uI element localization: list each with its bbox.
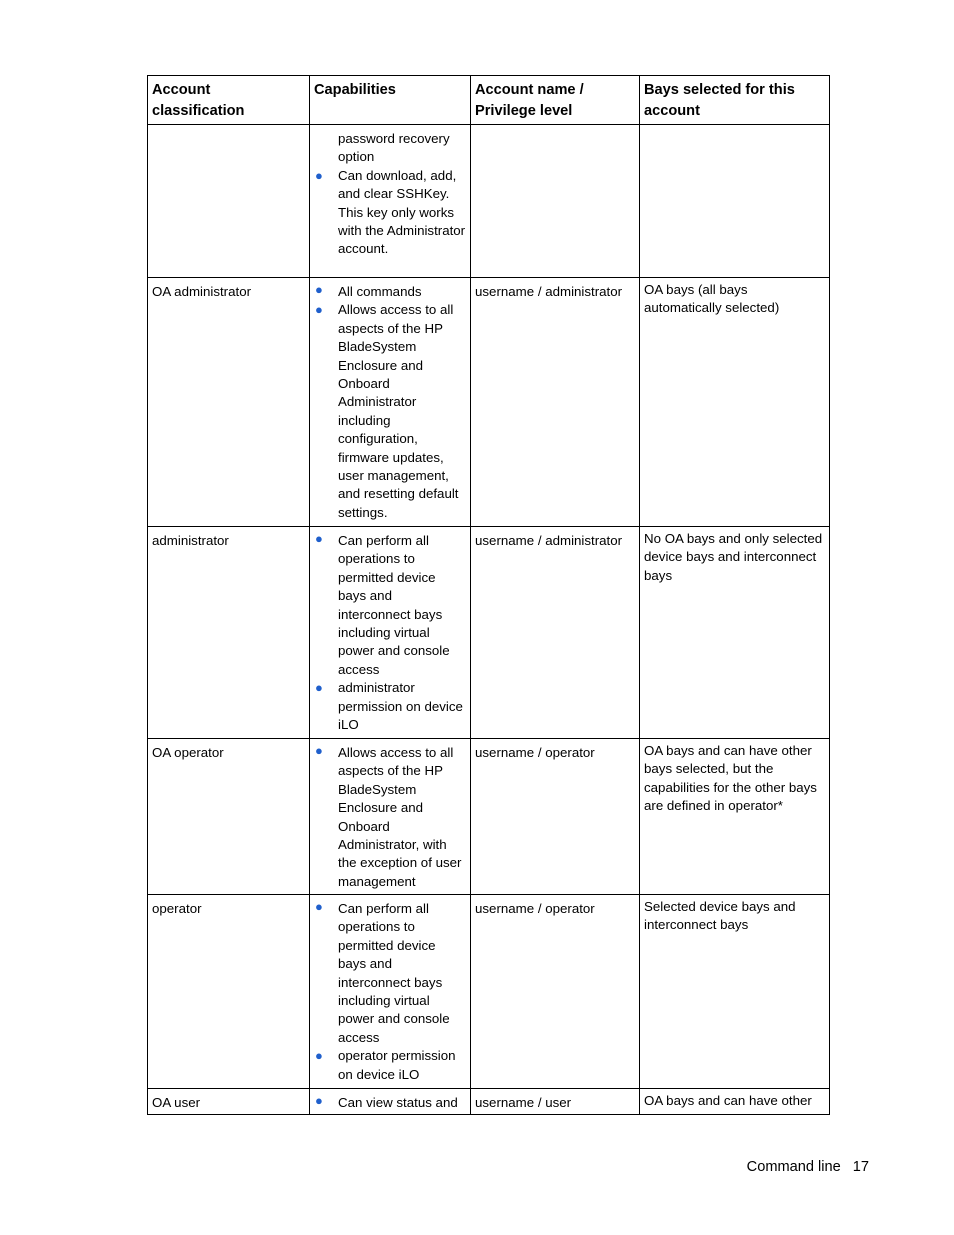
- account-name-cell: [471, 125, 640, 278]
- header-account-name: Account name / Privilege level: [471, 76, 640, 125]
- classification-text: operator: [152, 901, 202, 916]
- header-capabilities: Capabilities: [310, 76, 471, 125]
- capabilities-cell: [310, 278, 471, 527]
- header-account-classification: Account classification: [148, 76, 310, 125]
- classification-cell: [148, 1089, 310, 1115]
- table-row: [148, 125, 830, 278]
- capabilities-cell: [310, 895, 471, 1089]
- classification-cell: [148, 527, 310, 739]
- account-name-cell: [471, 527, 640, 739]
- bullet-icon: ●: [315, 531, 323, 546]
- capability-item: [314, 167, 466, 259]
- bays-cell: OA bays and can have other: [640, 1089, 830, 1115]
- bays-cell: OA bays (all bays automatically selected): [640, 278, 830, 527]
- account-name-text: username / operator: [475, 901, 595, 916]
- capability-text: Can download, add, and clear SSHKey. This key only works with the Administrator account.: [338, 167, 466, 257]
- account-classification-table: [147, 75, 830, 1115]
- bullet-icon: ●: [315, 282, 323, 297]
- classification-text: OA administrator: [152, 284, 252, 299]
- bullet-icon: ●: [315, 899, 323, 914]
- capability-item: [314, 898, 466, 1047]
- capability-text: All commands: [338, 284, 422, 299]
- header-bays-selected: Bays selected for this account: [640, 76, 830, 125]
- page-footer: [747, 1158, 869, 1176]
- capability-text: administrator permission on device iLO: [338, 680, 463, 733]
- capability-item: [314, 301, 466, 522]
- classification-text: OA user: [152, 1095, 201, 1110]
- capabilities-cell: [310, 1089, 471, 1115]
- account-name-cell: [471, 895, 640, 1089]
- classification-cell: [148, 739, 310, 895]
- account-name-cell: [471, 278, 640, 527]
- account-name-text: username / user: [475, 1095, 572, 1110]
- account-name-text: username / operator: [475, 745, 595, 760]
- bays-cell: No OA bays and only selected device bays and interconnect bays: [640, 527, 830, 739]
- capability-text: Can perform all operations to permitted device bays and interconnect bays including virtual power and console access: [338, 901, 450, 1045]
- capability-text: Can view status and: [338, 1095, 458, 1110]
- bays-cell: [640, 125, 830, 278]
- table-row: [148, 739, 830, 895]
- capability-item: [314, 1092, 466, 1112]
- classification-cell: [148, 895, 310, 1089]
- capability-item: [314, 281, 466, 301]
- bullet-icon: ●: [315, 1093, 323, 1108]
- bullet-icon: ●: [315, 167, 323, 183]
- bullet-icon: ●: [315, 680, 323, 696]
- table-row: [148, 895, 830, 1089]
- account-name-cell: [471, 739, 640, 895]
- table-row: [148, 278, 830, 527]
- capability-text: Allows access to all aspects of the HP BladeSystem Enclosure and Onboard Administrator including configuration, firmware updates, user management, and resetting default settings.: [338, 302, 459, 520]
- capability-text: Allows access to all aspects of the HP BladeSystem Enclosure and Onboard Administrator, with the exception of user management: [338, 745, 462, 889]
- bullet-icon: ●: [315, 743, 323, 758]
- bullet-icon: ●: [315, 302, 323, 318]
- capability-item: [314, 530, 466, 679]
- classification-cell: [148, 278, 310, 527]
- capability-item: [314, 1047, 466, 1084]
- capabilities-cell: [310, 739, 471, 895]
- bays-cell: Selected device bays and interconnect bays: [640, 895, 830, 1089]
- table-row: [148, 1089, 830, 1115]
- account-name-cell: [471, 1089, 640, 1115]
- capabilities-cell: [310, 125, 471, 278]
- classification-text: OA operator: [152, 745, 224, 760]
- classification-cell: [148, 125, 310, 278]
- bullet-icon: ●: [315, 1048, 323, 1064]
- account-name-text: username / administrator: [475, 533, 623, 548]
- account-name-text: username / administrator: [475, 284, 623, 299]
- footer-section-title: Command line: [746, 1159, 841, 1175]
- page-number: 17: [852, 1159, 869, 1175]
- capabilities-cell: [310, 527, 471, 739]
- table-header-row: [148, 76, 830, 125]
- capability-continued-text: password recovery option: [338, 131, 450, 165]
- capability-item: [314, 742, 466, 891]
- capability-item: [314, 679, 466, 734]
- table-row: [148, 527, 830, 739]
- capability-text: operator permission on device iLO: [338, 1048, 456, 1082]
- bays-cell: OA bays and can have other bays selected, but the capabilities for the other bays are defined in operator*: [640, 739, 830, 895]
- classification-text: administrator: [152, 533, 229, 548]
- capability-text: Can perform all operations to permitted device bays and interconnect bays including virtual power and console access: [338, 533, 450, 677]
